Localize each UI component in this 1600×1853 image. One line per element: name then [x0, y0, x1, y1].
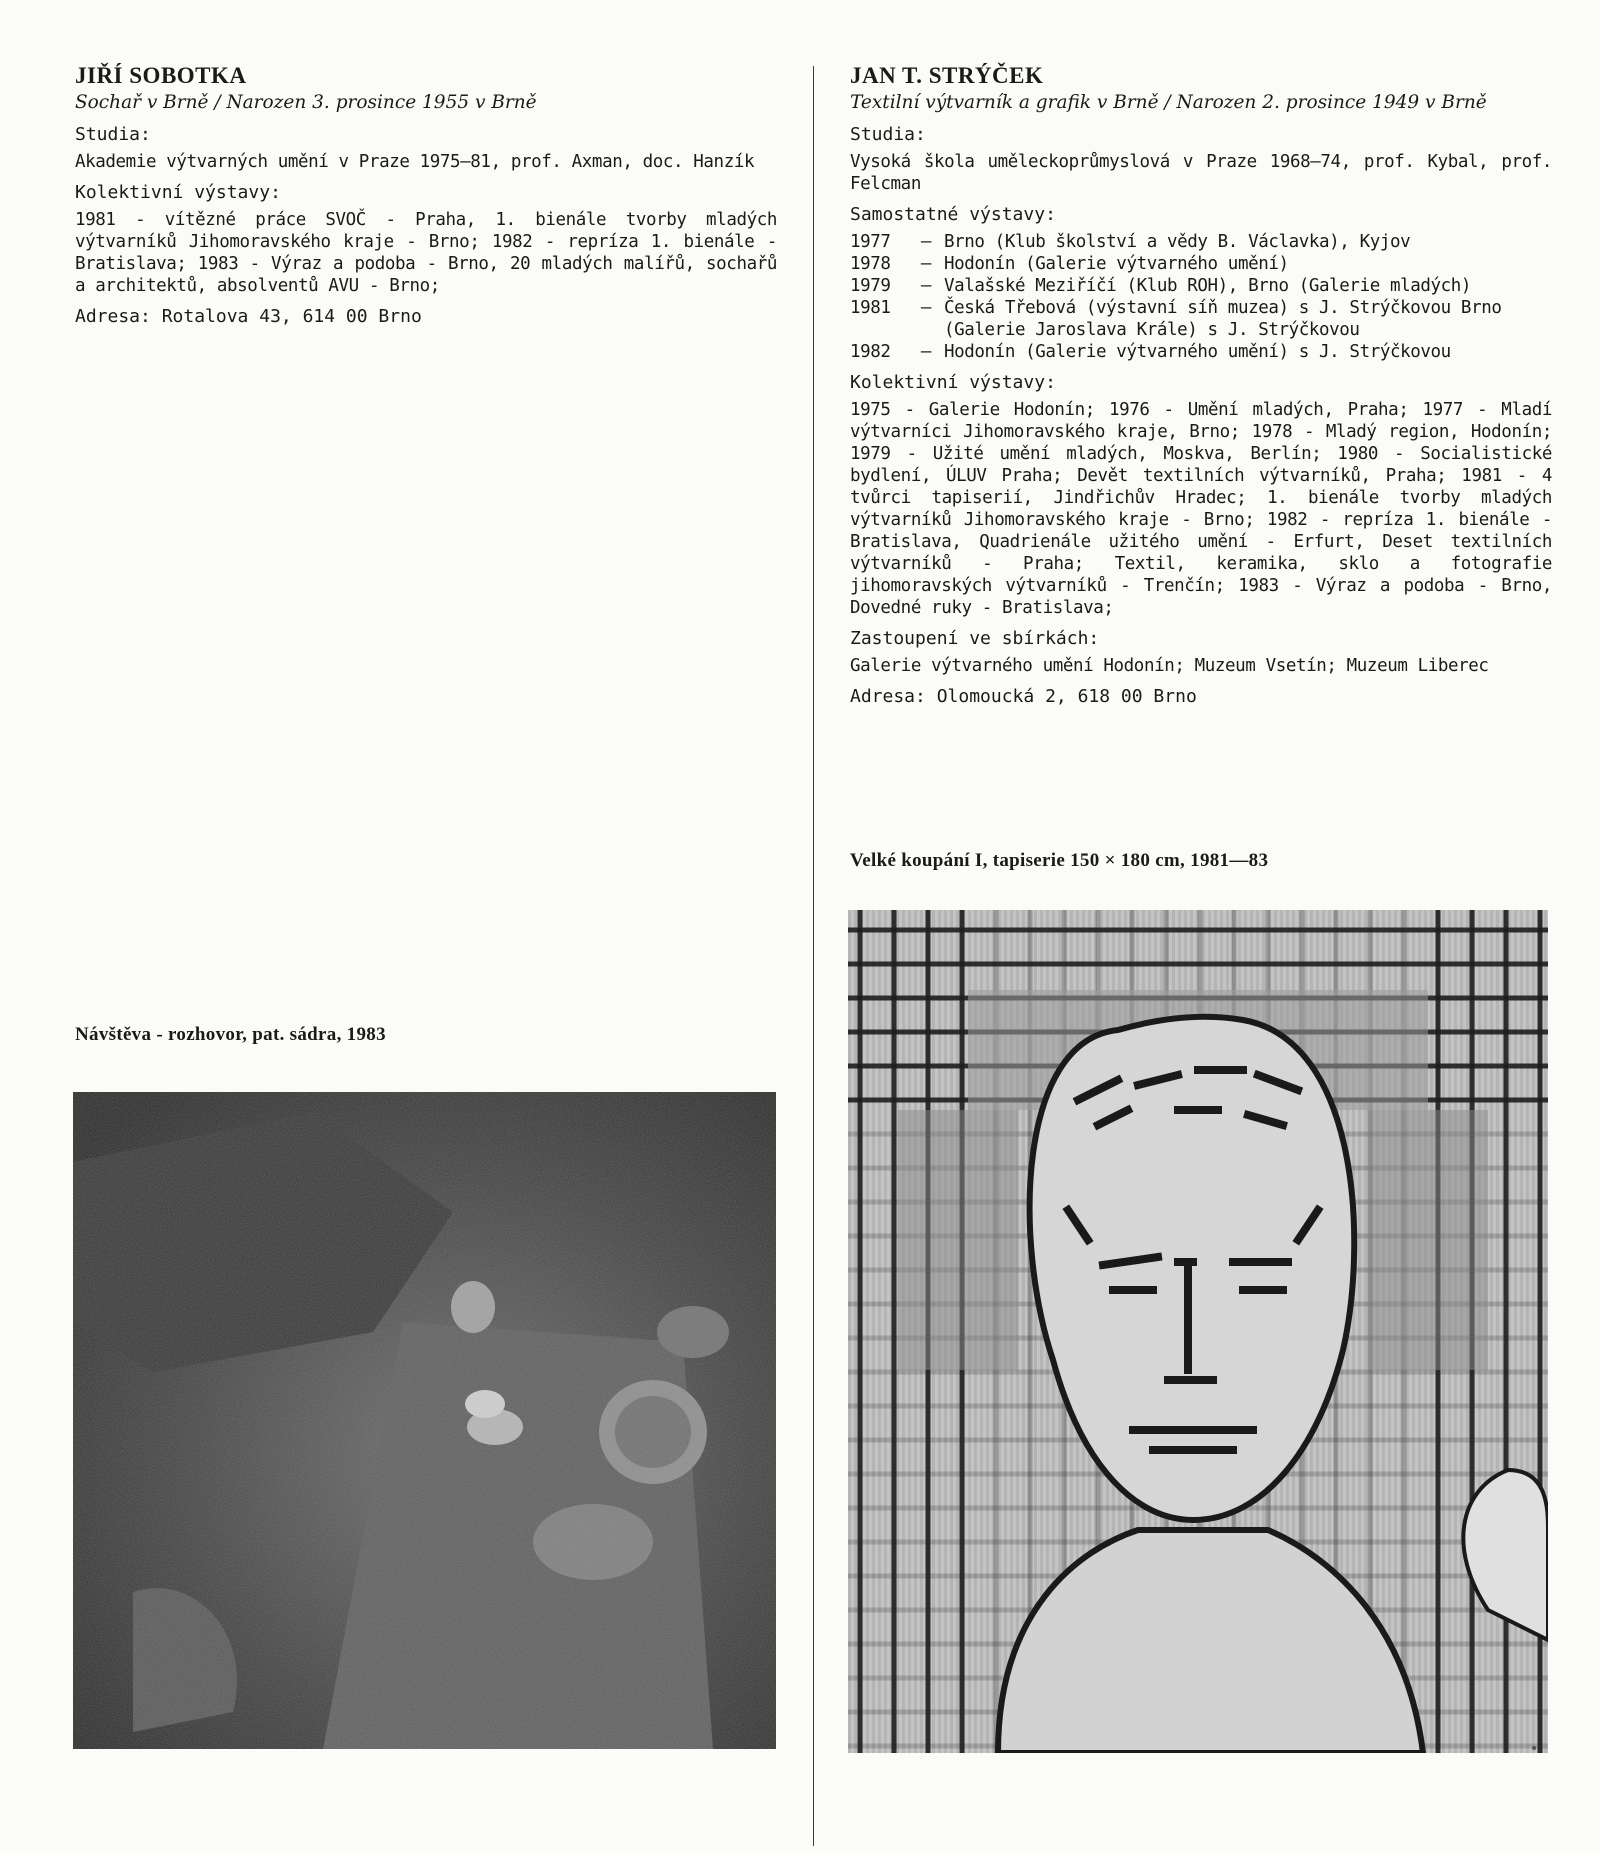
tapestry-portrait-image — [848, 910, 1548, 1753]
exhibition-venue: Hodonín (Galerie výtvarného umění) — [944, 254, 1289, 274]
exhibition-venue: Hodonín (Galerie výtvarného umění) s J. Strýčkovou — [944, 342, 1451, 362]
tapestry-photo — [848, 910, 1548, 1753]
studies-label: Studia: — [75, 124, 151, 145]
group-exhibitions-label: Kolektivní výstavy: — [75, 182, 281, 203]
address: Adresa: Rotalova 43, 614 00 Brno — [75, 306, 422, 327]
solo-exhibition-row — [850, 231, 1552, 253]
sculpture-photo — [73, 1092, 776, 1749]
artist-subtitle: Sochař v Brně / Narozen 3. prosince 1955 v Brně — [75, 92, 537, 113]
solo-exhibition-row — [850, 253, 1552, 275]
exhibition-venue: Brno (Klub školství a vědy B. Václavka), Kyjov — [944, 232, 1411, 252]
exhibition-dash: — — [920, 254, 932, 274]
artist-entry-sobotka — [75, 62, 777, 333]
artwork-caption: Velké koupání I, tapiserie 150 × 180 cm, 1981—83 — [850, 850, 1269, 871]
studies-label: Studia: — [850, 124, 926, 145]
solo-exhibition-row — [850, 297, 1552, 341]
column-divider — [813, 66, 814, 1846]
exhibition-year: 1978 — [850, 254, 891, 274]
artist-subtitle: Textilní výtvarník a grafik v Brně / Narozen 2. prosince 1949 v Brně — [850, 92, 1487, 113]
studies-text: Akademie výtvarných umění v Praze 1975—81, prof. Axman, doc. Hanzík — [75, 152, 755, 172]
solo-exhibition-row — [850, 275, 1552, 297]
exhibition-year: 1977 — [850, 232, 891, 252]
scan-artifact-mark: • — [1530, 1741, 1539, 1757]
exhibition-venue: Česká Třebová (výstavní síň muzea) s J. Strýčkovou Brno (Galerie Jaroslava Krále) s J. Strýčkovou — [944, 298, 1502, 340]
solo-exhibitions-label: Samostatné výstavy: — [850, 204, 1056, 225]
group-exhibitions-text: 1975 - Galerie Hodonín; 1976 - Umění mladých, Praha; 1977 - Mladí výtvarníci Jihomoravského kraje, Brno; 1978 - Mladý region, Hodonín; 1979 - Užité umění mladých, Moskva, Berlín; 1980 - Socialistické bydlení, ÚLUV Praha; Devět textilních výtvarníků, Praha; 1981 - 4 tvůrci tapiserií, Jindřichův Hradec; 1. bienále tvorby mladých výtvarníků Jihomoravského kraje - Brno; 1982 - repríza 1. bienále - Bratislava, Quadrienále užitého umění - Erfurt, Deset textilních výtvarníků - Praha; Textil, keramika, sklo a fotografie jihomoravských výtvarníků - Trenčín; 1983 - Výraz a podoba - Brno, Dovedné ruky - Bratislava; — [850, 400, 1552, 618]
exhibition-year: 1979 — [850, 276, 891, 296]
collections-label: Zastoupení ve sbírkách: — [850, 628, 1100, 649]
group-exhibitions-text: 1981 - vítězné práce SVOČ - Praha, 1. bienále tvorby mladých výtvarníků Jihomoravského kraje - Brno; 1982 - repríza 1. bienále - Bratislava; 1983 - Výraz a podoba - Brno, 20 mladých malířů, sochařů a architektů, absolventů AVU - Brno; — [75, 210, 777, 296]
address: Adresa: Olomoucká 2, 618 00 Brno — [850, 686, 1197, 707]
studies-text: Vysoká škola uměleckoprůmyslová v Praze 1968—74, prof. Kybal, prof. Felcman — [850, 152, 1552, 194]
artist-name: JIŘÍ SOBOTKA — [75, 63, 247, 88]
solo-exhibitions-list — [850, 231, 1552, 363]
artist-name: JAN T. STRÝČEK — [850, 63, 1044, 88]
exhibition-year: 1982 — [850, 342, 891, 362]
sculpture-relief-image — [73, 1092, 776, 1749]
collections-text: Galerie výtvarného umění Hodonín; Muzeum Vsetín; Muzeum Liberec — [850, 656, 1489, 676]
exhibition-dash: — — [920, 232, 932, 252]
exhibition-dash: — — [920, 342, 932, 362]
artist-entry-strycek — [850, 62, 1552, 713]
group-exhibitions-label: Kolektivní výstavy: — [850, 372, 1056, 393]
artwork-caption: Návštěva - rozhovor, pat. sádra, 1983 — [75, 1024, 386, 1045]
exhibition-year: 1981 — [850, 298, 891, 318]
solo-exhibition-row — [850, 341, 1552, 363]
exhibition-dash: — — [920, 276, 932, 296]
exhibition-venue: Valašské Meziříčí (Klub ROH), Brno (Galerie mladých) — [944, 276, 1472, 296]
exhibition-dash: — — [920, 298, 932, 318]
